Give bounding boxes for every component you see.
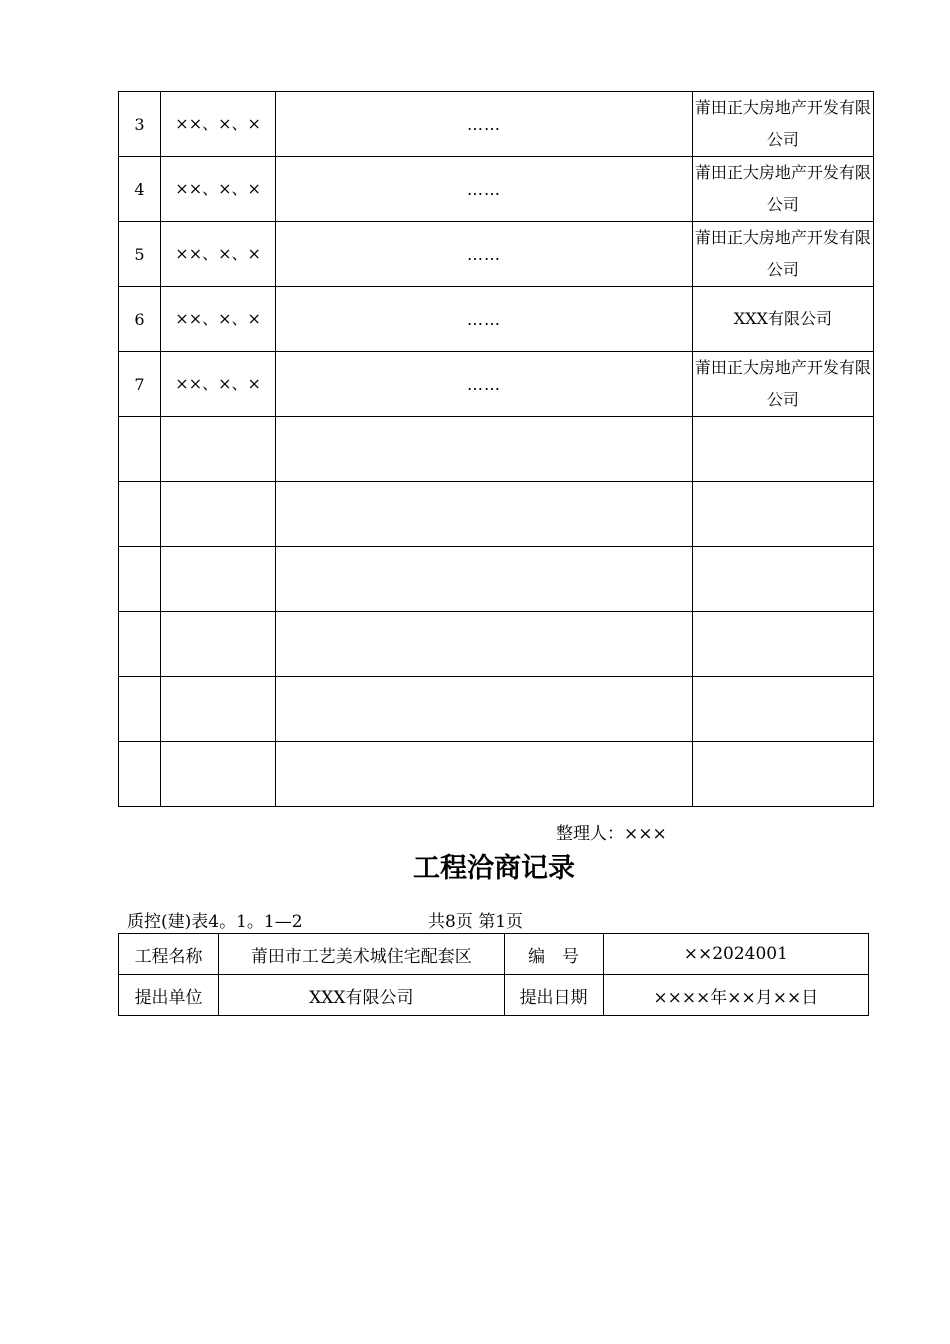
row-number [119, 417, 161, 482]
table-row [119, 612, 874, 677]
item-content [276, 677, 693, 742]
table-row [119, 157, 874, 222]
row-number [119, 482, 161, 547]
table-row [119, 482, 874, 547]
row-number: 7 [119, 352, 161, 417]
item-content: …… [276, 92, 693, 157]
item-unit: 莆田正大房地产开发有限公司 [692, 92, 873, 157]
project-info-row-1 [119, 934, 869, 975]
item-content: …… [276, 222, 693, 287]
table-row [119, 352, 874, 417]
project-name-value: 莆田市工艺美术城住宅配套区 [219, 934, 504, 975]
item-unit [692, 482, 873, 547]
item-code [161, 417, 276, 482]
item-code: ××、×、× [161, 92, 276, 157]
project-info-row-2 [119, 975, 869, 1016]
project-name-label: 工程名称 [119, 934, 219, 975]
submitter-value: XXX有限公司 [219, 975, 504, 1016]
table-row [119, 417, 874, 482]
number-label: 编 号 [504, 934, 603, 975]
item-unit [692, 417, 873, 482]
page-count: 共8页 第1页 [428, 912, 524, 932]
negotiation-items-body [119, 92, 874, 807]
date-label: 提出日期 [504, 975, 603, 1016]
item-content: …… [276, 352, 693, 417]
item-code: ××、×、× [161, 287, 276, 352]
item-code: ××、×、× [161, 157, 276, 222]
item-content [276, 742, 693, 807]
table-row [119, 677, 874, 742]
item-code [161, 482, 276, 547]
table-row [119, 222, 874, 287]
row-number: 5 [119, 222, 161, 287]
table-row [119, 547, 874, 612]
item-content [276, 417, 693, 482]
item-content [276, 547, 693, 612]
row-number [119, 612, 161, 677]
table-row [119, 287, 874, 352]
negotiation-items-table [118, 91, 874, 807]
item-unit [692, 547, 873, 612]
row-number: 4 [119, 157, 161, 222]
row-number [119, 742, 161, 807]
organizer-label: 整理人：××× [556, 824, 667, 844]
form-code: 质控(建)表4。1。1—2 [127, 912, 303, 932]
number-value: ××2024001 [603, 934, 868, 975]
row-number [119, 677, 161, 742]
item-content [276, 482, 693, 547]
project-info-table [118, 933, 869, 1016]
item-unit [692, 612, 873, 677]
item-content: …… [276, 287, 693, 352]
item-unit: XXX有限公司 [692, 287, 873, 352]
item-code: ××、×、× [161, 222, 276, 287]
submitter-label: 提出单位 [119, 975, 219, 1016]
item-unit: 莆田正大房地产开发有限公司 [692, 352, 873, 417]
item-code [161, 677, 276, 742]
item-code [161, 612, 276, 677]
item-unit [692, 677, 873, 742]
item-content: …… [276, 157, 693, 222]
item-code [161, 547, 276, 612]
date-value: ××××年××月××日 [603, 975, 868, 1016]
row-number [119, 547, 161, 612]
item-unit: 莆田正大房地产开发有限公司 [692, 222, 873, 287]
page-title: 工程洽商记录 [413, 853, 575, 884]
item-unit: 莆田正大房地产开发有限公司 [692, 157, 873, 222]
item-code [161, 742, 276, 807]
item-code: ××、×、× [161, 352, 276, 417]
row-number: 6 [119, 287, 161, 352]
row-number: 3 [119, 92, 161, 157]
item-unit [692, 742, 873, 807]
table-row [119, 92, 874, 157]
table-row [119, 742, 874, 807]
item-content [276, 612, 693, 677]
